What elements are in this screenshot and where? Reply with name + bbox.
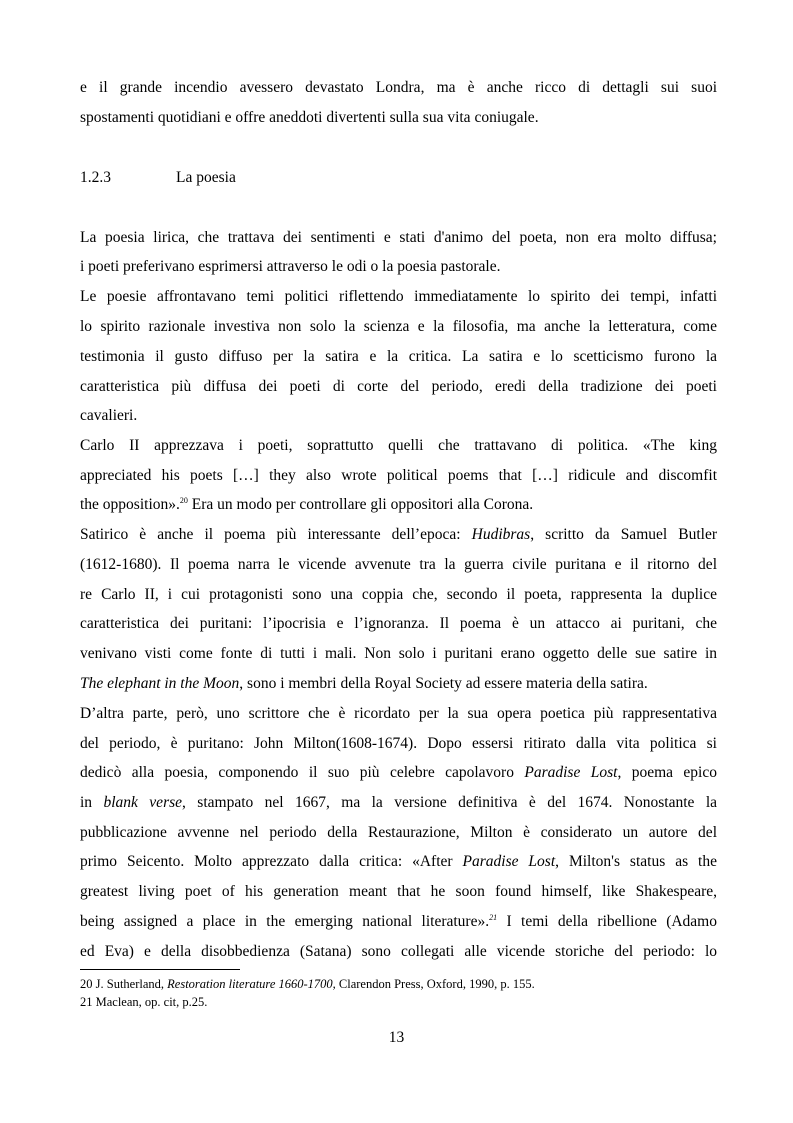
page-number: 13 bbox=[388, 1029, 405, 1046]
text-line: re Carlo II, i cui protagonisti sono una coppia che, secondo il poeta, rappresenta la duplice bbox=[80, 586, 717, 603]
text-line: Le poesie affrontavano temi politici riflettendo immediatamente lo spirito dei tempi, infatti bbox=[80, 288, 717, 305]
text-line: ed Eva) e della disobbedienza (Satana) sono collegati alle vicende storiche del periodo: lo bbox=[80, 943, 717, 960]
text-line: D’altra parte, però, uno scrittore che è ricordato per la sua opera poetica più rappresentativa bbox=[80, 705, 717, 722]
text-line: greatest living poet of his generation meant that he soon found himself, like Shakespeare, bbox=[80, 883, 717, 900]
text-line: pubblicazione avvenne nel periodo della Restaurazione, Milton è considerato un autore del bbox=[80, 824, 717, 841]
text-line: La poesia lirica, che trattava dei sentimenti e stati d'animo del poeta, non era molto diffusa; bbox=[80, 229, 717, 246]
section-title: La poesia bbox=[176, 169, 236, 186]
footnote-ref-20: 20 bbox=[179, 495, 188, 505]
footnote-20: 20 J. Sutherland, Restoration literature 1660-1700, Clarendon Press, Oxford, 1990, p. 155. bbox=[80, 977, 535, 991]
footnote-ref-21: 21 bbox=[489, 912, 498, 922]
text-line: the opposition».$^{20}$ Era un modo per controllare gli oppositori alla Corona. bbox=[80, 495, 534, 513]
text-line: del periodo, è puritano: John Milton(1608-1674). Dopo essersi ritirato dalla vita politica si bbox=[80, 735, 717, 752]
text-line: e il grande incendio avessero devastato Londra, ma è anche ricco di dettagli sui suoi bbox=[80, 79, 717, 96]
text-line: testimonia il gusto diffuso per la satira e la critica. La satira e lo scetticismo furono la bbox=[80, 348, 717, 365]
text-line: caratteristica dei puritani: l’ipocrisia e l’ignoranza. Il poema è un attacco ai puritani, che bbox=[80, 615, 717, 632]
footnote-21: 21 Maclean, op. cit, p.25. bbox=[80, 995, 208, 1009]
text-line: cavalieri. bbox=[80, 407, 138, 424]
section-number: 1.2.3 bbox=[80, 169, 111, 186]
text-line: (1612-1680). Il poema narra le vicende avvenute tra la guerra civile puritana e il ritorno del bbox=[80, 556, 717, 573]
text-line: being assigned a place in the emerging national literature».$^{21}$ I temi della ribellione (Adamo bbox=[80, 912, 717, 930]
text-line: in blank verse, stampato nel 1667, ma la versione definitiva è del 1674. Nonostante la bbox=[80, 794, 717, 811]
text-line: spostamenti quotidiani e offre aneddoti divertenti sulla sua vita coniugale. bbox=[80, 109, 539, 126]
text-line: Satirico è anche il poema più interessante dell’epoca: Hudibras, scritto da Samuel Butler bbox=[80, 526, 718, 543]
text-line: venivano visti come fonte di tutti i mali. Non solo i puritani erano oggetto delle sue satire in bbox=[80, 645, 717, 662]
text-line: i poeti preferivano esprimersi attraverso le odi o la poesia pastorale. bbox=[80, 258, 501, 275]
text-line: dedicò alla poesia, componendo il suo più celebre capolavoro Paradise Lost, poema epico bbox=[80, 764, 717, 781]
text-line: appreciated his poets […] they also wrote political poems that […] ridicule and discomfit bbox=[80, 467, 717, 484]
text-line: caratteristica più diffusa dei poeti di corte del periodo, eredi della tradizione dei poeti bbox=[80, 378, 717, 395]
text-line: Carlo II apprezzava i poeti, soprattutto quelli che trattavano di politica. «The king bbox=[80, 437, 717, 454]
text-line: primo Seicento. Molto apprezzato dalla critica: «After Paradise Lost, Milton's status as the bbox=[80, 853, 717, 870]
text-line: lo spirito razionale investiva non solo la scienza e la filosofia, ma anche la letteratura, come bbox=[80, 318, 717, 335]
footnote-separator bbox=[80, 969, 240, 970]
text-line: The elephant in the Moon, sono i membri della Royal Society ad essere materia della satira. bbox=[80, 675, 648, 692]
